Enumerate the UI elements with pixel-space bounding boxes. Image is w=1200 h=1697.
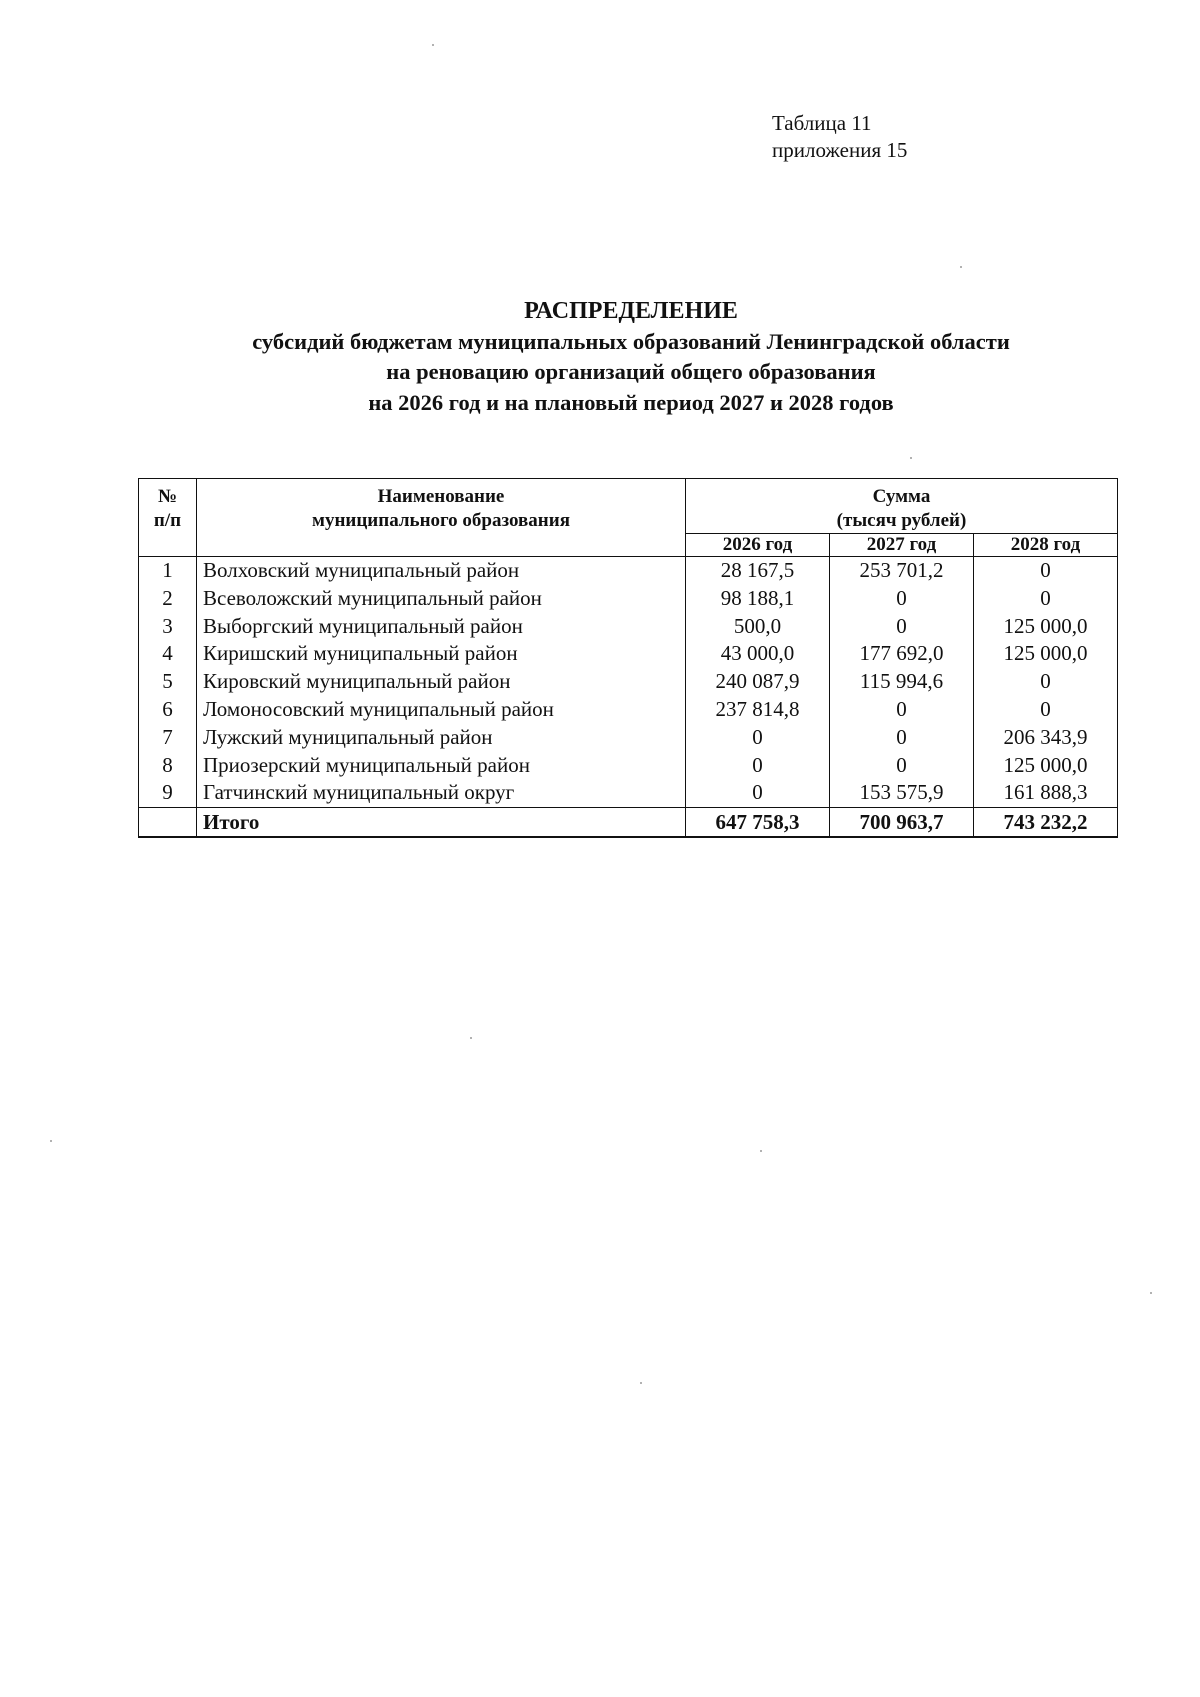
- row-value-2026: 0: [686, 724, 830, 752]
- header-sum-line: Сумма: [872, 486, 931, 507]
- table-row: [139, 752, 1118, 780]
- row-municipality-name: Волховский муниципальный район: [197, 557, 686, 585]
- title-subtitle-line: на 2026 год и на плановый период 2027 и 2028 годов: [368, 389, 894, 415]
- header-sum: [686, 479, 1118, 534]
- row-number: 7: [139, 724, 197, 752]
- row-value-2026: 240 087,9: [686, 668, 830, 696]
- row-value-2028: 125 000,0: [974, 752, 1118, 780]
- scan-speck: [760, 1150, 762, 1152]
- table-reference-note: [772, 110, 907, 164]
- row-value-2028: 206 343,9: [974, 724, 1118, 752]
- row-number: 4: [139, 640, 197, 668]
- reference-table-number: Таблица 11: [772, 111, 872, 135]
- row-value-2028: 125 000,0: [974, 613, 1118, 641]
- header-number-abbr: п/п: [153, 510, 182, 531]
- scan-speck: [470, 1037, 472, 1039]
- total-number-cell: [139, 808, 197, 838]
- table-row: [139, 668, 1118, 696]
- row-value-2027: 0: [830, 752, 974, 780]
- row-value-2026: 500,0: [686, 613, 830, 641]
- row-municipality-name: Выборгский муниципальный район: [197, 613, 686, 641]
- document-title: [100, 296, 1162, 418]
- reference-appendix-number: приложения 15: [772, 138, 908, 162]
- row-value-2026: 237 814,8: [686, 696, 830, 724]
- row-municipality-name: Ломоносовский муниципальный район: [197, 696, 686, 724]
- table-total-row: [139, 808, 1118, 838]
- row-value-2027: 253 701,2: [830, 557, 974, 585]
- title-heading: РАСПРЕДЕЛЕНИЕ: [524, 298, 738, 324]
- scan-speck: [50, 1140, 52, 1142]
- row-municipality-name: Киришский муниципальный район: [197, 640, 686, 668]
- table-row: [139, 613, 1118, 641]
- row-value-2026: 28 167,5: [686, 557, 830, 585]
- table-body: [139, 557, 1118, 808]
- row-value-2027: 0: [830, 585, 974, 613]
- row-municipality-name: Приозерский муниципальный район: [197, 752, 686, 780]
- row-value-2027: 0: [830, 613, 974, 641]
- row-value-2026: 98 188,1: [686, 585, 830, 613]
- table-row: [139, 724, 1118, 752]
- table-row: [139, 640, 1118, 668]
- header-name-line: муниципального образования: [312, 510, 570, 531]
- total-label: Итого: [197, 808, 686, 838]
- total-2027: 700 963,7: [830, 808, 974, 838]
- row-number: 9: [139, 779, 197, 807]
- scan-speck: [1150, 1292, 1152, 1294]
- row-number: 1: [139, 557, 197, 585]
- title-subtitle-line: на реновацию организаций общего образования: [386, 359, 876, 384]
- header-sum-unit: (тысяч рублей): [836, 510, 967, 531]
- header-year-2027: 2027 год: [830, 534, 974, 557]
- header-number-symbol: №: [157, 486, 178, 507]
- row-municipality-name: Гатчинский муниципальный округ: [197, 779, 686, 807]
- header-name-line: Наименование: [377, 486, 505, 507]
- header-municipality-name: [197, 479, 686, 557]
- table-row: [139, 557, 1118, 585]
- title-subtitle-line: субсидий бюджетам муниципальных образований Ленинградской области: [252, 328, 1010, 354]
- row-value-2027: 0: [830, 696, 974, 724]
- table-row: [139, 779, 1118, 807]
- row-number: 5: [139, 668, 197, 696]
- header-year-2026: 2026 год: [686, 534, 830, 557]
- row-value-2028: 0: [974, 557, 1118, 585]
- row-municipality-name: Лужский муниципальный район: [197, 724, 686, 752]
- scan-speck: [432, 44, 434, 46]
- row-value-2028: 0: [974, 668, 1118, 696]
- row-value-2028: 161 888,3: [974, 779, 1118, 807]
- row-number: 3: [139, 613, 197, 641]
- row-value-2026: 43 000,0: [686, 640, 830, 668]
- row-municipality-name: Всеволожский муниципальный район: [197, 585, 686, 613]
- row-number: 8: [139, 752, 197, 780]
- row-value-2026: 0: [686, 752, 830, 780]
- row-number: 6: [139, 696, 197, 724]
- row-value-2027: 115 994,6: [830, 668, 974, 696]
- row-value-2026: 0: [686, 779, 830, 807]
- table-row: [139, 696, 1118, 724]
- total-2028: 743 232,2: [974, 808, 1118, 838]
- row-value-2028: 125 000,0: [974, 640, 1118, 668]
- header-number: [139, 479, 197, 557]
- row-value-2028: 0: [974, 585, 1118, 613]
- total-2026: 647 758,3: [686, 808, 830, 838]
- row-municipality-name: Кировский муниципальный район: [197, 668, 686, 696]
- header-year-2028: 2028 год: [974, 534, 1118, 557]
- row-value-2028: 0: [974, 696, 1118, 724]
- row-value-2027: 177 692,0: [830, 640, 974, 668]
- row-value-2027: 153 575,9: [830, 779, 974, 807]
- scan-speck: [640, 1382, 642, 1384]
- table-header-row: [139, 479, 1118, 534]
- row-value-2027: 0: [830, 724, 974, 752]
- scan-speck: [910, 457, 912, 459]
- row-number: 2: [139, 585, 197, 613]
- table-row: [139, 585, 1118, 613]
- scan-speck: [960, 266, 962, 268]
- subsidy-distribution-table: [138, 478, 1118, 838]
